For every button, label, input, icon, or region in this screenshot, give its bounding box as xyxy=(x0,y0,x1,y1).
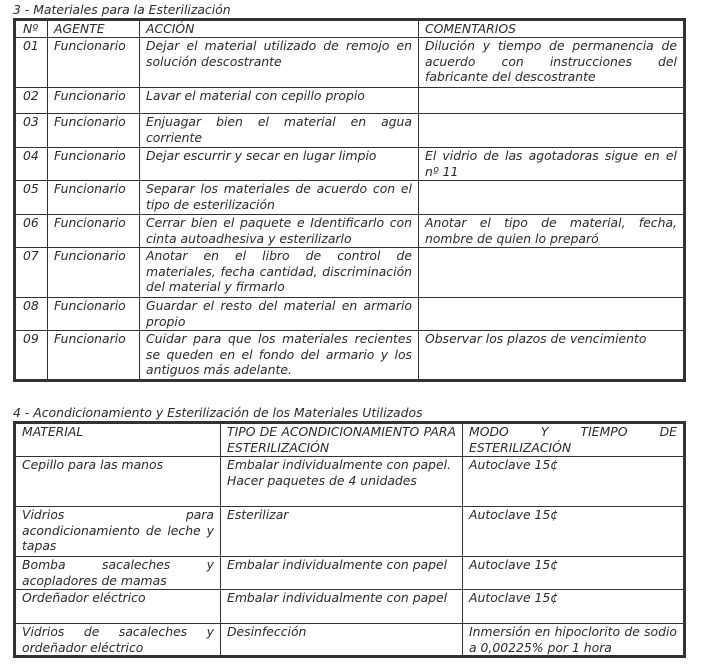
row-comments xyxy=(419,298,685,331)
header-conditioning-type: TIPO DE ACONDICIONAMIENTO PARA ESTERILIZACIÓN xyxy=(221,423,463,457)
row-comments: Anotar el tipo de material, fecha, nombre de quien lo preparó xyxy=(419,215,685,248)
row-agent: Funcionario xyxy=(48,298,140,331)
row-agent: Funcionario xyxy=(48,114,140,148)
row-num: 02 xyxy=(15,88,48,114)
row-mode-time: Inmersión en hipoclorito de sodio a 0,00225% por 1 hora xyxy=(463,624,685,657)
conditioning-line-1: Embalar individualmente con papel. xyxy=(227,457,452,472)
table-row xyxy=(15,148,685,181)
table-row xyxy=(15,624,685,657)
row-comments: El vidrio de las agotadoras sigue en el nº 11 xyxy=(419,148,685,181)
table-row xyxy=(15,181,685,215)
table-row xyxy=(15,114,685,148)
row-material: Cepillo para las manos xyxy=(15,457,221,507)
row-action: Cerrar bien el paquete e Identificarlo con cinta autoadhesiva y esterilizarlo xyxy=(140,215,419,248)
row-action: Lavar el material con cepillo propio xyxy=(140,88,419,114)
row-material: Ordeñador eléctrico xyxy=(15,590,221,624)
conditioning-line-1: Desinfección xyxy=(227,624,307,639)
table-row xyxy=(15,557,685,590)
row-agent: Funcionario xyxy=(48,331,140,381)
row-action: Cuidar para que los materiales recientes se queden en el fondo del armario y los antiguos más adelante. xyxy=(140,331,419,381)
row-agent: Funcionario xyxy=(48,88,140,114)
row-mode-time: Autoclave 15¢ xyxy=(463,457,685,507)
table-row xyxy=(15,298,685,331)
row-agent: Funcionario xyxy=(48,215,140,248)
table-row xyxy=(15,507,685,557)
row-conditioning-type xyxy=(221,590,463,624)
row-comments: Observar los plazos de vencimiento xyxy=(419,331,685,381)
header-agent: AGENTE xyxy=(48,20,140,38)
row-action: Dejar el material utilizado de remojo en solución descostrante xyxy=(140,38,419,88)
row-conditioning-type xyxy=(221,457,463,507)
row-agent: Funcionario xyxy=(48,148,140,181)
row-mode-time: Autoclave 15¢ xyxy=(463,557,685,590)
row-num: 05 xyxy=(15,181,48,215)
row-action: Anotar en el libro de control de materiales, fecha cantidad, discriminación del material y firmarlo xyxy=(140,248,419,298)
row-agent: Funcionario xyxy=(48,181,140,215)
table-row xyxy=(15,590,685,624)
row-conditioning-type xyxy=(221,507,463,557)
row-action: Separar los materiales de acuerdo con el tipo de esterilización xyxy=(140,181,419,215)
row-action: Dejar escurrir y secar en lugar limpio xyxy=(140,148,419,181)
row-comments: Dilución y tiempo de permanencia de acuerdo con instrucciones del fabricante del descostrante xyxy=(419,38,685,88)
table-row xyxy=(15,88,685,114)
header-action: ACCIÓN xyxy=(140,20,419,38)
sterilization-materials-table xyxy=(13,18,686,382)
conditioning-line-2: Hacer paquetes de 4 unidades xyxy=(227,472,417,488)
header-material: MATERIAL xyxy=(15,423,221,457)
row-conditioning-type xyxy=(221,557,463,590)
row-mode-time: Autoclave 15¢ xyxy=(463,507,685,557)
row-num: 04 xyxy=(15,148,48,181)
row-comments xyxy=(419,114,685,148)
conditioning-line-1: Esterilizar xyxy=(227,507,289,522)
table-header-row xyxy=(15,20,685,38)
section-3-title: 3 - Materiales para la Esterilización xyxy=(13,2,231,17)
header-mode-time: MODO Y TIEMPO DE ESTERILIZACIÓN xyxy=(463,423,685,457)
table-header-row xyxy=(15,423,685,457)
row-mode-time: Autoclave 15¢ xyxy=(463,590,685,624)
row-agent: Funcionario xyxy=(48,38,140,88)
row-action: Guardar el resto del material en armario propio xyxy=(140,298,419,331)
table-row xyxy=(15,38,685,88)
row-num: 01 xyxy=(15,38,48,88)
conditioning-line-1: Embalar individualmente con papel xyxy=(227,557,448,572)
row-material: Vidrios para acondicionamiento de leche y tapas xyxy=(15,507,221,557)
row-num: 06 xyxy=(15,215,48,248)
row-comments xyxy=(419,181,685,215)
row-num: 08 xyxy=(15,298,48,331)
conditioning-line-1: Embalar individualmente con papel xyxy=(227,590,448,605)
header-num: Nº xyxy=(15,20,48,38)
row-material: Vidrios de sacaleches y ordeñador eléctrico xyxy=(15,624,221,657)
row-comments xyxy=(419,88,685,114)
section-4-title: 4 - Acondicionamiento y Esterilización de los Materiales Utilizados xyxy=(13,405,423,420)
row-num: 09 xyxy=(15,331,48,381)
row-action: Enjuagar bien el material en agua corriente xyxy=(140,114,419,148)
row-agent: Funcionario xyxy=(48,248,140,298)
header-comments: COMENTARIOS xyxy=(419,20,685,38)
conditioning-sterilization-table xyxy=(13,421,686,658)
table-row xyxy=(15,248,685,298)
row-material: Bomba sacaleches y acopladores de mamas xyxy=(15,557,221,590)
row-comments xyxy=(419,248,685,298)
row-num: 07 xyxy=(15,248,48,298)
row-conditioning-type xyxy=(221,624,463,657)
table-row xyxy=(15,331,685,381)
row-num: 03 xyxy=(15,114,48,148)
table-row xyxy=(15,215,685,248)
table-row xyxy=(15,457,685,507)
